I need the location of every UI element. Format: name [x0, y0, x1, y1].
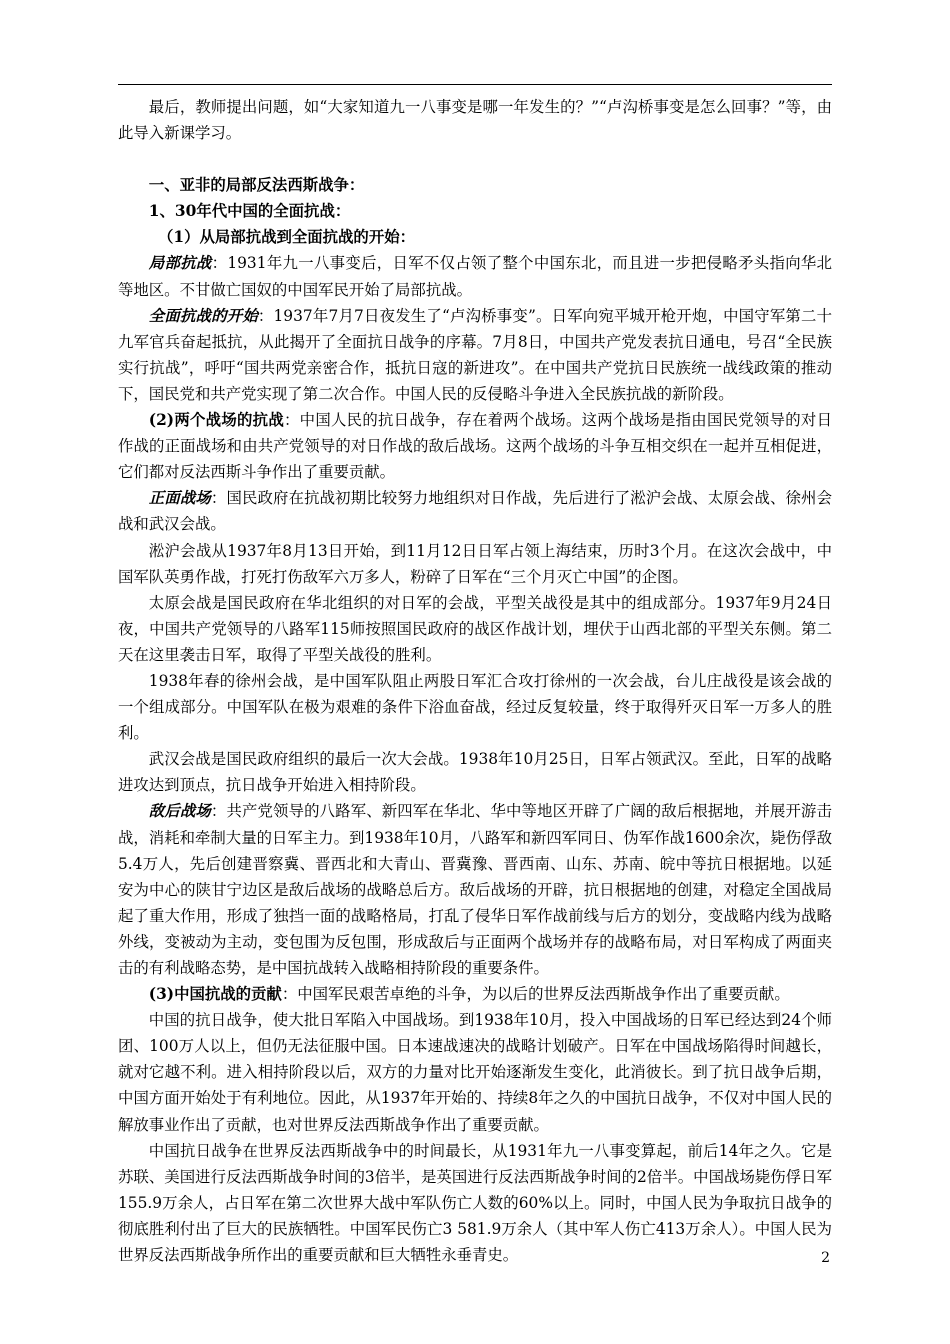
intro-paragraph: 最后，教师提出问题，如“大家知道九一八事变是哪一年发生的？”“卢沟桥事变是怎么回事？”等，由此导入新课学习。	[118, 98, 832, 143]
two-fronts-paragraph	[118, 407, 832, 485]
contribution-summary-paragraph: 中国抗日战争在世界反法西斯战争中的时间最长，从1931年九一八事变算起，前后14年之久。它是苏联、美国进行反法西斯战争时间的3倍半，是英国进行反法西斯战争时间的2倍半。中国战场毙伤俘日军155.9万余人，占日军在第二次世界大战中军队伤亡人数的60%以上。同时，中国人民为争取抗日战争的彻底胜利付出了巨大的民族牺牲。中国军民伤亡3 581.9万余人（其中军人伤亡413万余人）。中国人民为世界反法西斯战争所作出的重要贡献和巨大牺牲永垂青史。	[118, 1141, 832, 1265]
paragraph-text: ：1931年九一八事变后，日军不仅占领了整个中国东北，而且进一步把侵略矛头指向华北等地区。不甘做亡国奴的中国军民开始了局部抗战。	[118, 254, 832, 299]
subsection-heading: 1、30年代中国的全面抗战：	[148, 202, 351, 221]
paragraph-lead: 全面抗战的开始	[148, 306, 258, 325]
rear-front-paragraph	[118, 798, 832, 981]
contribution-detail-paragraph: 中国的抗日战争，使大批日军陷入中国战场。到1938年10月，投入中国战场的日军已经达到24个师团、100万人以上，但仍无法征服中国。日本速战速决的战略计划破产。日军在中国战场陷得时间越长，就对它越不利。进入相持阶段以后，双方的力量对比开始逐渐发生变化，此消彼长。到了抗日战争后期，中国方面开始处于有利地位。因此，从1937年开始的、持续8年之久的中国抗日战争，不仅对中国人民的解放事业作出了贡献，也对世界反法西斯战争作出了重要贡献。	[118, 1011, 832, 1134]
page-number: 2	[821, 1250, 830, 1266]
paragraph-lead: 局部抗战	[148, 254, 212, 273]
paragraph-text: ：国民政府在抗战初期比较努力地组织对日作战，先后进行了淞沪会战、太原会战、徐州会战和武汉会战。	[118, 489, 832, 534]
paragraph-lead: (3)中国抗战的贡献	[148, 985, 282, 1004]
local-resistance-paragraph	[118, 250, 832, 302]
blank-line	[118, 146, 832, 172]
subsubsection-heading: （1）从局部抗战到全面抗战的开始：	[158, 228, 415, 247]
songhu-paragraph: 淞沪会战从1937年8月13日开始，到11月12日日军占领上海结束，历时3个月。在这次会战中，中国军队英勇作战，打死打伤敌军六万多人，粉碎了日军在“三个月灭亡中国”的企图。	[118, 541, 832, 586]
header-rule	[118, 84, 832, 85]
paragraph-lead: 正面战场	[148, 489, 211, 508]
paragraph-text: ：1937年7月7日夜发生了“卢沟桥事变”。日军向宛平城开枪开炮，中国守军第二十九军官兵奋起抵抗，从此揭开了全面抗日战争的序幕。7月8日，中国共产党发表抗日通电，号召“全民族实行抗战”，呼吁“国共两党亲密合作，抵抗日寇的新进攻”。在中国共产党抗日民族统一战线政策的推动下，国民党和共产党实现了第二次合作。中国人民的反侵略斗争进入全民族抗战的新阶段。	[118, 306, 832, 403]
section-heading: 一、亚非的局部反法西斯战争：	[148, 176, 365, 195]
frontline-paragraph	[118, 485, 832, 537]
paragraph-text: ：中国人民的抗日战争，存在着两个战场。这两个战场是指由国民党领导的对日作战的正面战场和由共产党领导的对日作战的敌后战场。这两个战场的斗争互相交织在一起并互相促进，它们都对反法西斯斗争作出了重要贡献。	[118, 411, 832, 482]
document-body	[118, 94, 832, 1268]
contribution-paragraph	[118, 981, 832, 1007]
wuhan-paragraph: 武汉会战是国民政府组织的最后一次大会战。1938年10月25日，日军占领武汉。至此，日军的战略进攻达到顶点，抗日战争开始进入相持阶段。	[118, 750, 832, 795]
full-resistance-paragraph	[118, 303, 832, 407]
paragraph-lead: 敌后战场	[148, 802, 211, 821]
taiyuan-paragraph: 太原会战是国民政府在华北组织的对日军的会战，平型关战役是其中的组成部分。1937年9月24日夜，中国共产党领导的八路军115师按照国民政府的战区作战计划，埋伏于山西北部的平型关东侧。第二天在这里袭击日军，取得了平型关战役的胜利。	[118, 593, 832, 664]
xuzhou-paragraph: 1938年春的徐州会战，是中国军队阻止两股日军汇合攻打徐州的一次会战，台儿庄战役是该会战的一个组成部分。中国军队在极为艰难的条件下浴血奋战，经过反复较量，终于取得歼灭日军一万多人的胜利。	[118, 671, 832, 743]
paragraph-text: ：共产党领导的八路军、新四军在华北、华中等地区开辟了广阔的敌后根据地，并展开游击战，消耗和牵制大量的日军主力。到1938年10月，八路军和新四军同日、伪军作战1600余次，毙伤俘敌5.4万人，先后创建晋察冀、晋西北和大青山、晋冀豫、晋西南、山东、苏南、皖中等抗日根据地。以延安为中心的陕甘宁边区是敌后战场的战略总后方。敌后战场的开辟，抗日根据地的创建，对稳定全国战局起了重大作用，形成了独挡一面的战略格局，打乱了侵华日军作战前线与后方的划分，变战略内线为战略外线，变被动为主动，变包围为反包围，形成敌后与正面两个战场并存的战略布局，对日军构成了两面夹击的有利战略态势，是中国抗战转入战略相持阶段的重要条件。	[118, 802, 832, 977]
paragraph-text: ：中国军民艰苦卓绝的斗争，为以后的世界反法西斯战争作出了重要贡献。	[281, 985, 790, 1004]
paragraph-lead: (2)两个战场的抗战	[148, 411, 284, 430]
